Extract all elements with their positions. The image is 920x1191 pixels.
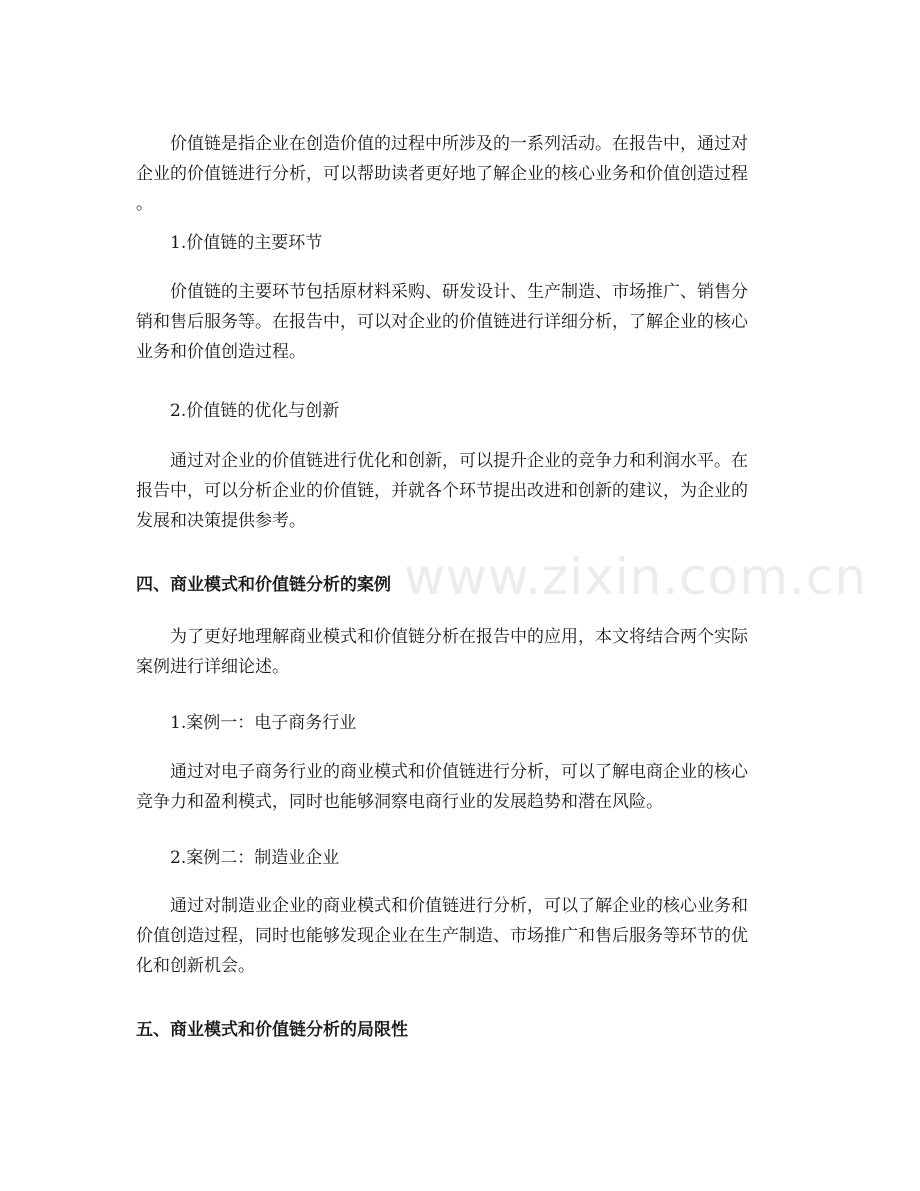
text-line: 价值链是指企业在创造价值的过程中所涉及的一系列活动。在报告中，通过对 <box>170 134 748 154</box>
section-heading-cases: 四、商业模式和价值链分析的案例 <box>136 575 391 595</box>
paragraph-optimization <box>136 446 788 536</box>
text-line: 业务和价值创造过程。 <box>136 342 306 362</box>
text-line: 发展和决策提供参考。 <box>136 511 306 531</box>
subheading-case-manufacturing: 2.案例二：制造业企业 <box>170 848 340 868</box>
watermark: www.zixin.com.cn <box>404 548 868 606</box>
text-line: 化和创新机会。 <box>136 956 255 976</box>
text-line: 价值链的主要环节包括原材料采购、研发设计、生产制造、市场推广、销售分 <box>170 282 748 302</box>
paragraph-case-manufacturing <box>136 891 788 981</box>
text-line: 报告中，可以分析企业的价值链，并就各个环节提出改进和创新的建议，为企业的 <box>136 481 748 501</box>
paragraph-case-ecommerce <box>136 757 788 817</box>
text-line: 通过对企业的价值链进行优化和创新，可以提升企业的竞争力和利润水平。在 <box>170 451 748 471</box>
text-line: 企业的价值链进行分析，可以帮助读者更好地了解企业的核心业务和价值创造过程 <box>136 164 748 184</box>
text-line: 价值创造过程，同时也能够发现企业在生产制造、市场推广和售后服务等环节的优 <box>136 926 748 946</box>
text-line: 通过对制造业企业的商业模式和价值链进行分析，可以了解企业的核心业务和 <box>170 896 748 916</box>
text-line: 案例进行详细论述。 <box>136 657 289 677</box>
text-line: 。 <box>136 194 153 214</box>
section-heading-limitations: 五、商业模式和价值链分析的局限性 <box>136 1020 408 1040</box>
paragraph-cases-intro <box>136 622 788 682</box>
paragraph-value-chain-definition <box>136 129 788 219</box>
subheading-main-links: 1.价值链的主要环节 <box>170 233 323 253</box>
text-line: 为了更好地理解商业模式和价值链分析在报告中的应用，本文将结合两个实际 <box>170 627 748 647</box>
subheading-optimization: 2.价值链的优化与创新 <box>170 401 340 421</box>
subheading-case-ecommerce: 1.案例一：电子商务行业 <box>170 713 357 733</box>
text-line: 销和售后服务等。在报告中，可以对企业的价值链进行详细分析，了解企业的核心 <box>136 312 748 332</box>
text-line: 通过对电子商务行业的商业模式和价值链进行分析，可以了解电商企业的核心 <box>170 762 748 782</box>
paragraph-main-links <box>136 277 788 367</box>
text-line: 竞争力和盈利模式，同时也能够洞察电商行业的发展趋势和潜在风险。 <box>136 792 663 812</box>
